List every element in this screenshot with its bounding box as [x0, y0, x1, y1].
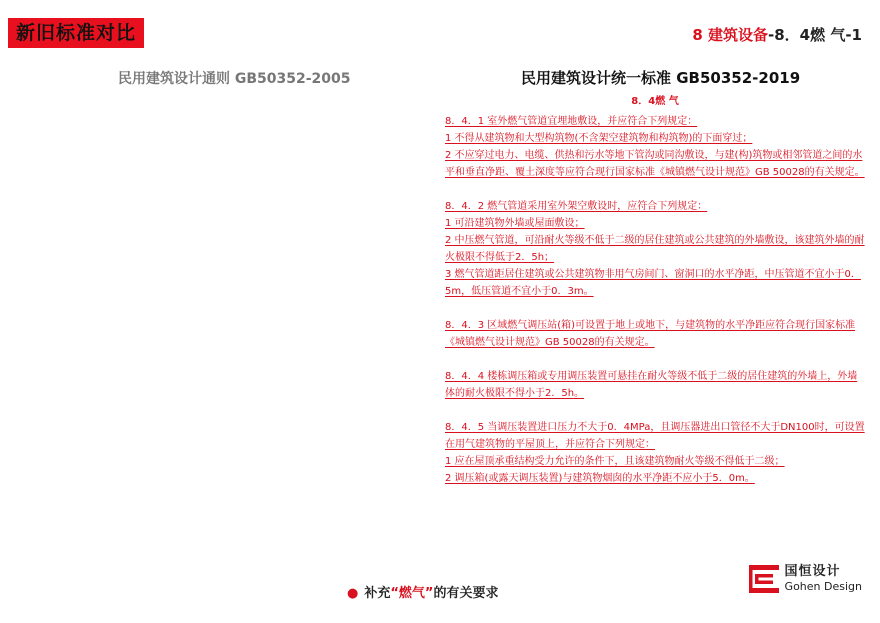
clause-8-4-1-item-2: 2 不应穿过电力、电缆、供热和污水等地下管沟或同沟敷设，与建(构)筑物或相邻管道之间的水平和垂直净距、覆土深度等应符合现行国家标准《城镇燃气设计规范》GB 50028的有关规定。: [445, 150, 865, 178]
gas-clauses: [445, 93, 865, 487]
clause-8-4-1: 8．4．1 室外燃气管道宜埋地敷设，并应符合下列规定：: [445, 116, 698, 127]
gohen-logo-icon: [749, 565, 779, 593]
supplement-note: [347, 582, 498, 601]
clause-8-4-5-item-1: 1 应在屋顶承重结构受力允许的条件下，且该建筑物耐火等级不得低于二级；: [445, 456, 785, 467]
old-standard-title: 民用建筑设计通则 GB50352-2005: [118, 71, 351, 87]
section-title-chapter: 8 建筑设备: [692, 26, 768, 44]
clause-8-4-2-item-3: 3 燃气管道距居住建筑或公共建筑物非用气房间门、窗洞口的水平净距，中压管道不宜小于0．5m，低压管道不宜小于0．3m。: [445, 269, 861, 297]
gohen-logo: [749, 564, 862, 594]
comparison-tag: 新旧标准对比: [8, 18, 144, 48]
section-title: [692, 24, 862, 45]
clause-8-4-2-item-1: 1 可沿建筑物外墙或屋面敷设；: [445, 218, 585, 229]
logo-english-name: Gohen Design: [784, 580, 862, 593]
clause-8-4-5-item-2: 2 调压箱(或露天调压装置)与建筑物烟囱的水平净距不应小于5．0m。: [445, 473, 755, 484]
logo-chinese-name: 国恒设计: [784, 564, 841, 579]
clause-8-4-4: 8．4．4 楼栋调压箱或专用调压装置可悬挂在耐火等级不低于二级的居住建筑的外墙上，外墙体的耐火极限不得小于2．5h。: [445, 371, 858, 399]
bullet-dot-icon: ●: [347, 586, 359, 601]
clause-8-4-2: 8．4．2 燃气管道采用室外架空敷设时，应符合下列规定：: [445, 201, 708, 212]
section-title-topic: -8．4燃 气-1: [768, 26, 862, 44]
clause-8-4-5: 8．4．5 当调压装置进口压力不大于0．4MPa，且调压器进出口管径不大于DN100时，可设置在用气建筑物的平屋顶上，并应符合下列规定：: [445, 422, 865, 450]
note-prefix: 补充: [364, 586, 391, 601]
clauses-heading: 8．4燃 气: [631, 96, 679, 107]
clause-8-4-1-item-1: 1 不得从建筑物和大型构筑物(不含架空建筑物和构筑物)的下面穿过；: [445, 133, 753, 144]
clause-8-4-2-item-2: 2 中压燃气管道，可沿耐火等级不低于二级的居住建筑或公共建筑的外墙敷设，该建筑外墙的耐火极限不得低于2．5h；: [445, 235, 865, 263]
clause-8-4-3: 8．4．3 区域燃气调压站(箱)可设置于地上或地下，与建筑物的水平净距应符合现行国家标准《城镇燃气设计规范》GB 50028的有关规定。: [445, 320, 856, 348]
new-standard-title: 民用建筑设计统一标准 GB50352-2019: [521, 69, 801, 87]
note-suffix: 的有关要求: [433, 586, 499, 601]
note-highlight: “燃气”: [390, 586, 434, 601]
